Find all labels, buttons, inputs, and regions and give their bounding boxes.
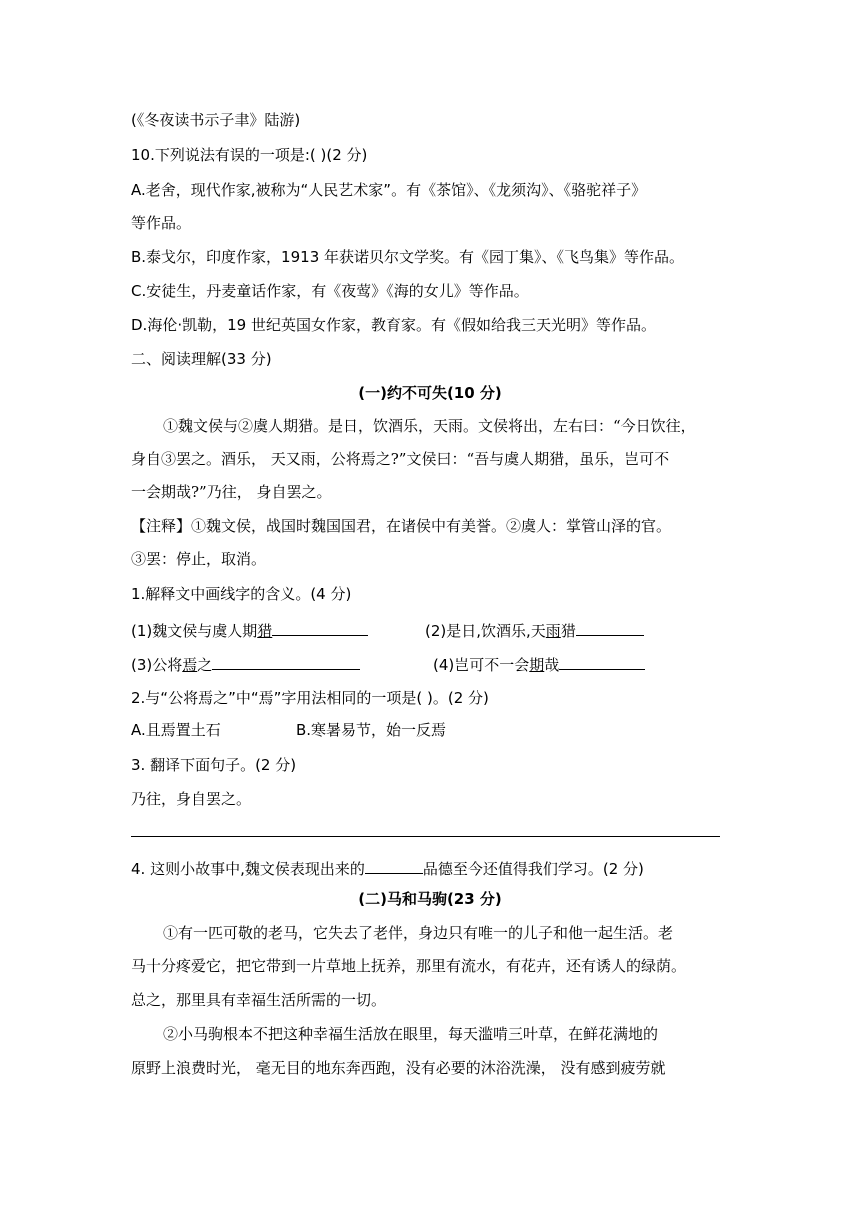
passage-2-line-4: ②小马驹根本不把这种幸福生活放在眼里，每天滥啃三叶草，在鲜花满地的: [163, 1025, 659, 1043]
answer-line[interactable]: [131, 836, 720, 837]
q1-item-4-text-end: 哉: [544, 656, 560, 674]
option-d: D.海伦·凯勒，19 世纪英国女作家，教育家。有《假如给我三天光明》等作品。: [131, 316, 656, 334]
q2-option-b: B.寒暑易节，始一反焉: [296, 721, 447, 739]
question-4-text: 4. 这则小故事中,魏文侯表现出来的: [131, 860, 365, 878]
option-a: A.老舍，现代作家,被称为“人民艺术家”。有《茶馆》、《龙须沟》、《骆驼祥子》: [131, 181, 647, 199]
section-heading: 二、阅读理解(33 分): [131, 350, 272, 368]
passage-1-title: (一)约不可失(10 分): [358, 384, 502, 402]
note-line-1: 【注释】①魏文侯，战国时魏国国君，在诸侯中有美誉。②虞人：掌管山泽的官。: [131, 517, 672, 535]
poem-source: (《冬夜读书示子聿》陆游): [131, 111, 301, 129]
passage-1-line-3: 一会期哉?”乃往， 身自罢之。: [131, 483, 332, 501]
question-10: 10.下列说法有误的一项是:( )(2 分): [131, 146, 368, 164]
answer-blank[interactable]: [365, 857, 423, 874]
passage-1-line-1: ①魏文侯与②虞人期猎。是日，饮酒乐，天雨。文侯将出，左右曰：“今日饮往，: [163, 417, 696, 435]
answer-blank[interactable]: [212, 653, 360, 670]
question-4-text-end: 品德至今还值得我们学习。(2 分): [422, 860, 644, 878]
option-c: C.安徒生，丹麦童话作家，有《夜莺》《海的女儿》等作品。: [131, 282, 529, 300]
q1-item-2: [425, 619, 644, 641]
answer-blank[interactable]: [559, 653, 645, 670]
question-3: 3. 翻译下面句子。(2 分): [131, 756, 297, 774]
q1-item-2-underlined: 雨: [545, 622, 561, 640]
passage-2-line-2: 马十分疼爱它，把它带到一片草地上抚养，那里有流水，有花卉，还有诱人的绿荫。: [131, 957, 687, 975]
q1-item-3-text-end: 之: [197, 656, 213, 674]
passage-2-line-1: ①有一匹可敬的老马，它失去了老伴，身边只有唯一的儿子和他一起生活。老: [163, 924, 674, 942]
question-4: [131, 857, 644, 879]
q1-item-3-underlined: 焉: [182, 656, 198, 674]
q1-item-4: [433, 653, 645, 675]
passage-1-line-2: 身自③罢之。酒乐， 天又雨，公将焉之?”文侯曰：“吾与虞人期猎，虽乐，岂可不: [131, 450, 670, 468]
answer-blank[interactable]: [576, 619, 644, 636]
q1-item-1-text: (1)魏文侯与虞人期: [131, 622, 258, 640]
answer-blank[interactable]: [272, 619, 368, 636]
q3-sentence: 乃往，身自罢之。: [131, 790, 252, 808]
passage-2-line-5: 原野上浪费时光， 毫无目的地东奔西跑，没有必要的沐浴洗澡， 没有感到疲劳就: [131, 1059, 666, 1077]
q1-item-1-underlined: 猎: [257, 622, 273, 640]
option-b: B.泰戈尔，印度作家，1913 年获诺贝尔文学奖。有《园丁集》、《飞鸟集》等作品。: [131, 248, 685, 266]
q1-item-1: [131, 619, 368, 641]
question-1: 1.解释文中画线字的含义。(4 分): [131, 585, 352, 603]
q1-item-3: [131, 653, 360, 675]
q1-item-2-text: (2)是日,饮酒乐,天: [425, 622, 546, 640]
q1-item-4-underlined: 期: [529, 656, 545, 674]
q1-item-4-text: (4)岂可不一会: [433, 656, 530, 674]
q1-item-2-text-end: 猎: [560, 622, 576, 640]
question-2: 2.与“公将焉之”中“焉”字用法相同的一项是( )。(2 分): [131, 689, 489, 707]
passage-2-line-3: 总之，那里具有幸福生活所需的一切。: [131, 991, 387, 1009]
note-line-2: ③罢：停止，取消。: [131, 550, 267, 568]
passage-2-title: (二)马和马驹(23 分): [358, 890, 502, 908]
option-a-cont: 等作品。: [131, 214, 192, 232]
q1-item-3-text: (3)公将: [131, 656, 183, 674]
q2-option-a: A.且焉置土石: [131, 721, 221, 739]
